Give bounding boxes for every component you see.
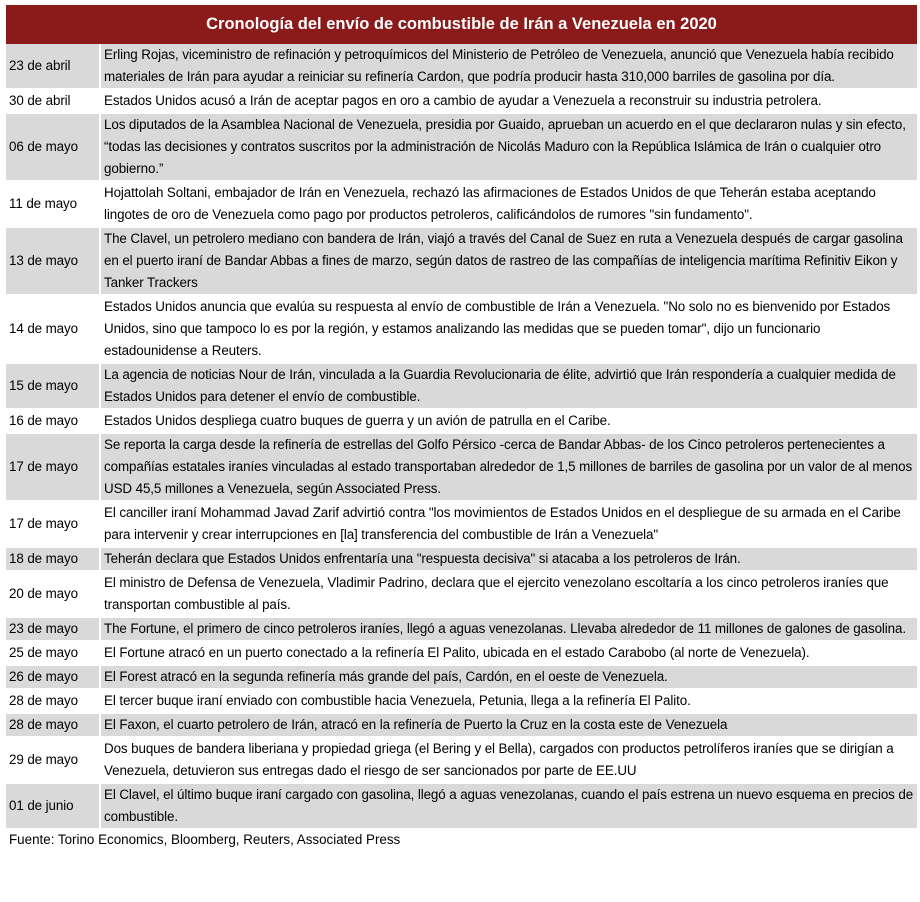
row-date: 28 de mayo <box>6 689 100 713</box>
row-date: 23 de abril <box>6 44 100 89</box>
table-row <box>6 571 917 617</box>
row-date: 18 de mayo <box>6 547 100 571</box>
row-date: 16 de mayo <box>6 409 100 433</box>
table-row <box>6 89 917 113</box>
row-description: La agencia de noticias Nour de Irán, vinculada a la Guardia Revolucionaria de élite, advirtió que Irán respondería a cualquier medida de Estados Unidos para detener el envío de combustible. <box>100 363 917 409</box>
row-date: 23 de mayo <box>6 617 100 641</box>
row-description: Dos buques de bandera liberiana y propiedad griega (el Bering y el Bella), cargados con productos petrolíferos iraníes que se dirigían a Venezuela, detuvieron sus entregas dado el riesgo de ser sancionados por parte de EE.UU <box>100 737 917 783</box>
row-date: 20 de mayo <box>6 571 100 617</box>
row-description: El canciller iraní Mohammad Javad Zarif advirtió contra "los movimientos de Estados Unidos en el despliegue de su armada en el Caribe para intervenir y crear interrupciones en [la] transferencia del combustible de Irán a Venezuela" <box>100 501 917 547</box>
row-description: El Forest atracó en la segunda refinería más grande del país, Cardón, en el oeste de Venezuela. <box>100 665 917 689</box>
table-row <box>6 547 917 571</box>
table-row <box>6 713 917 737</box>
table-row <box>6 227 917 295</box>
table-row <box>6 181 917 227</box>
row-description: The Fortune, el primero de cinco petroleros iraníes, llegó a aguas venezolanas. Llevaba alrededor de 11 millones de galones de gasolina. <box>100 617 917 641</box>
row-description: Estados Unidos despliega cuatro buques de guerra y un avión de patrulla en el Caribe. <box>100 409 917 433</box>
row-date: 28 de mayo <box>6 713 100 737</box>
table-row <box>6 433 917 501</box>
row-date: 15 de mayo <box>6 363 100 409</box>
row-description: Se reporta la carga desde la refinería de estrellas del Golfo Pérsico -cerca de Bandar Abbas- de los Cinco petroleros pertenecientes a compañías estatales iraníes vinculadas al estado transportaban alrededor de 1,5 millones de barriles de gasolina por un valor de al menos USD 45,5 millones a Venezuela, según Associated Press. <box>100 433 917 501</box>
row-description: Erling Rojas, viceministro de refinación y petroquímicos del Ministerio de Petróleo de Venezuela, anunció que Venezuela había recibido materiales de Irán para ayudar a reiniciar su refinería Cardon, que podría producir hasta 310,000 barriles de gasolina por día. <box>100 44 917 89</box>
row-description: El ministro de Defensa de Venezuela, Vladimir Padrino, declara que el ejercito venezolano escoltaría a los cinco petroleros iraníes que transportan combustible al país. <box>100 571 917 617</box>
row-description: Hojattolah Soltani, embajador de Irán en Venezuela, rechazó las afirmaciones de Estados Unidos de que Teherán estaba aceptando lingotes de oro de Venezuela como pago por productos petroleros, calificándolos de rumores "sin fundamento". <box>100 181 917 227</box>
row-date: 14 de mayo <box>6 295 100 363</box>
table-row <box>6 363 917 409</box>
row-date: 13 de mayo <box>6 227 100 295</box>
row-date: 26 de mayo <box>6 665 100 689</box>
row-description: Estados Unidos anuncia que evalúa su respuesta al envío de combustible de Irán a Venezuela. "No solo no es bienvenido por Estados Unidos, sino que tampoco lo es por la región, y estamos analizando las medidas que se pueden tomar", dijo un funcionario estadounidense a Reuters. <box>100 295 917 363</box>
row-date: 06 de mayo <box>6 113 100 181</box>
row-description: Los diputados de la Asamblea Nacional de Venezuela, presidia por Guaido, aprueban un acuerdo en el que declararon nulas y sin efecto, “todas las decisiones y contratos suscritos por la administración de Nicolás Maduro con la República Islámica de Irán o cualquier otro gobierno.” <box>100 113 917 181</box>
row-date: 01 de junio <box>6 783 100 829</box>
table-row <box>6 737 917 783</box>
row-description: El tercer buque iraní enviado con combustible hacia Venezuela, Petunia, llega a la refinería El Palito. <box>100 689 917 713</box>
table-row <box>6 295 917 363</box>
table-row <box>6 783 917 829</box>
timeline-table <box>6 44 917 830</box>
table-row <box>6 44 917 89</box>
table-row <box>6 501 917 547</box>
page-title: Cronología del envío de combustible de Irán a Venezuela en 2020 <box>6 5 917 44</box>
row-date: 17 de mayo <box>6 501 100 547</box>
row-date: 25 de mayo <box>6 641 100 665</box>
table-row <box>6 689 917 713</box>
timeline-document <box>6 5 917 847</box>
table-row <box>6 641 917 665</box>
row-description: El Fortune atracó en un puerto conectado a la refinería El Palito, ubicada en el estado Carabobo (al norte de Venezuela). <box>100 641 917 665</box>
row-description: El Faxon, el cuarto petrolero de Irán, atracó en la refinería de Puerto la Cruz en la costa este de Venezuela <box>100 713 917 737</box>
row-date: 11 de mayo <box>6 181 100 227</box>
source-note: Fuente: Torino Economics, Bloomberg, Reuters, Associated Press <box>9 832 401 847</box>
table-row <box>6 409 917 433</box>
row-date: 30 de abril <box>6 89 100 113</box>
timeline-rows <box>6 44 917 829</box>
row-date: 17 de mayo <box>6 433 100 501</box>
row-description: El Clavel, el último buque iraní cargado con gasolina, llegó a aguas venezolanas, cuando el país estrena un nuevo esquema en precios de combustible. <box>100 783 917 829</box>
row-description: Teherán declara que Estados Unidos enfrentaría una "respuesta decisiva" si atacaba a los petroleros de Irán. <box>100 547 917 571</box>
table-row <box>6 617 917 641</box>
row-date: 29 de mayo <box>6 737 100 783</box>
table-row <box>6 665 917 689</box>
table-row <box>6 113 917 181</box>
row-description: The Clavel, un petrolero mediano con bandera de Irán, viajó a través del Canal de Suez en ruta a Venezuela después de cargar gasolina en el puerto iraní de Bandar Abbas a fines de marzo, según datos de rastreo de las compañías de inteligencia marítima Refinitiv Eikon y Tanker Trackers <box>100 227 917 295</box>
row-description: Estados Unidos acusó a Irán de aceptar pagos en oro a cambio de ayudar a Venezuela a reconstruir su industria petrolera. <box>100 89 917 113</box>
